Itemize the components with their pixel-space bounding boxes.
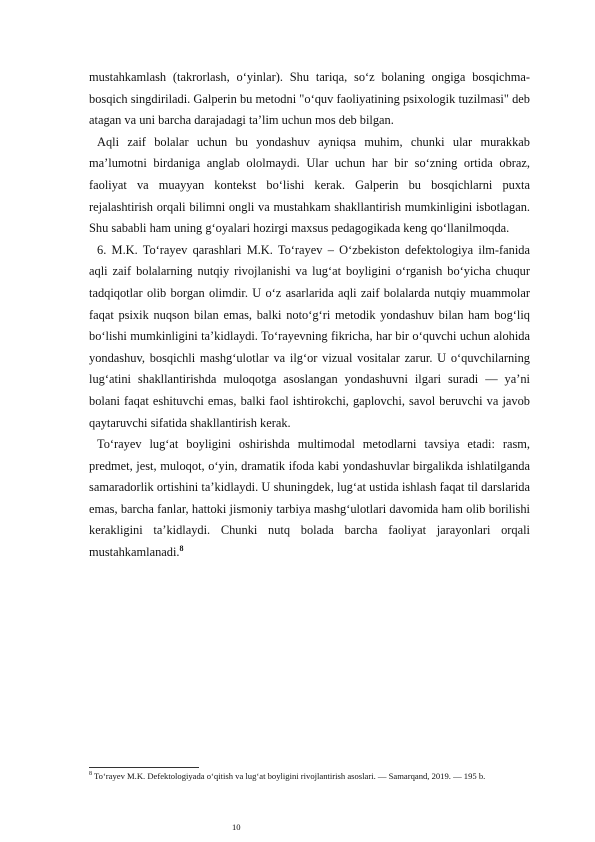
paragraph-4-text: To‘rayev lug‘at boyligini oshirishda multimodal metodlarni tavsiya etadi: rasm, predmet, jest, muloqot, o‘yin, dramatik ifoda kabi yondashuvlar birgalikda ishlatilganda samaradorlik ortishini ta’kidlaydi. U shuningdek, lug‘at ustida ishlash faqat til darslarida emas, barcha fanlar, hattoki jismoniy tarbiya mashg‘ulotlari davomida ham olib borilishi kerakligini ta’kidlaydi. Chunki nutq bolada barcha faoliyat jarayonlari orqali mustahkamlanadi. <box>89 437 530 560</box>
footnote-marker: 8 <box>89 771 92 778</box>
document-body <box>89 67 530 564</box>
paragraph-1: mustahkamlash (takrorlash, o‘yinlar). Shu tariqa, so‘z bolaning ongiga bosqichma-bosqich singdiriladi. Galperin bu metodni "o‘quv faoliyatining psixologik tuzilmasi" deb atagan va uni barcha darajadagi ta’lim uchun mos deb bilgan. <box>89 70 530 128</box>
page-number: 10 <box>232 822 241 832</box>
footnote-divider <box>89 767 199 768</box>
footnote-text: To‘rayev M.K. Defektologiyada o‘qitish va lug‘at boyligini rivojlantirish asoslari. — Samarqand, 2019. — 195 b. <box>94 771 486 781</box>
paragraph-4 <box>89 434 530 564</box>
paragraph-3: 6. M.K. To‘rayev qarashlari M.K. To‘rayev – O‘zbekiston defektologiya ilm-fanida aqli zaif bolalarning nutqiy rivojlanishi va lug‘at boyligini o‘rganish bo‘yicha chuqur tadqiqotlar olib borgan olimdir. U o‘z asarlarida aqli zaif bolalarda nutqiy muammolar faqat psixik nuqson bilan emas, balki noto‘g‘ri metodik yondashuv bilan ham bog‘liq bo‘lishi mumkinligini ta’kidlaydi. To‘rayevning fikricha, har bir o‘quvchi uchun alohida yondashuv, bosqichli mashg‘ulotlar va ilg‘or vizual vositalar zarur. U o‘quvchilarning lug‘atini shakllantirishda muloqotga asoslangan yondashuvni ilgari suradi — ya’ni bolani faqat eshituvchi emas, balki faol ishtirokchi, gaplovchi, savol beruvchi va javob qaytaruvchi sifatida shakllantirish kerak. <box>89 242 530 430</box>
footnote <box>89 770 539 783</box>
footnote-reference[interactable]: 8 <box>179 543 184 553</box>
paragraph-2: Aqli zaif bolalar uchun bu yondashuv ayniqsa muhim, chunki ular murakkab ma’lumotni birdaniga anglab ololmaydi. Ular uchun har bir so‘zning ortida obraz, faoliyat va muayyan kontekst bo‘lishi kerak. Galperin bu bosqichlarni puxta rejalashtirish orqali bilimni ongli va mustahkam shakllantirish mumkinligini isbotlagan. Shu sababli ham uning g‘oyalari hozirgi maxsus pedagogikada keng qo‘llanilmoqda. <box>89 134 530 236</box>
